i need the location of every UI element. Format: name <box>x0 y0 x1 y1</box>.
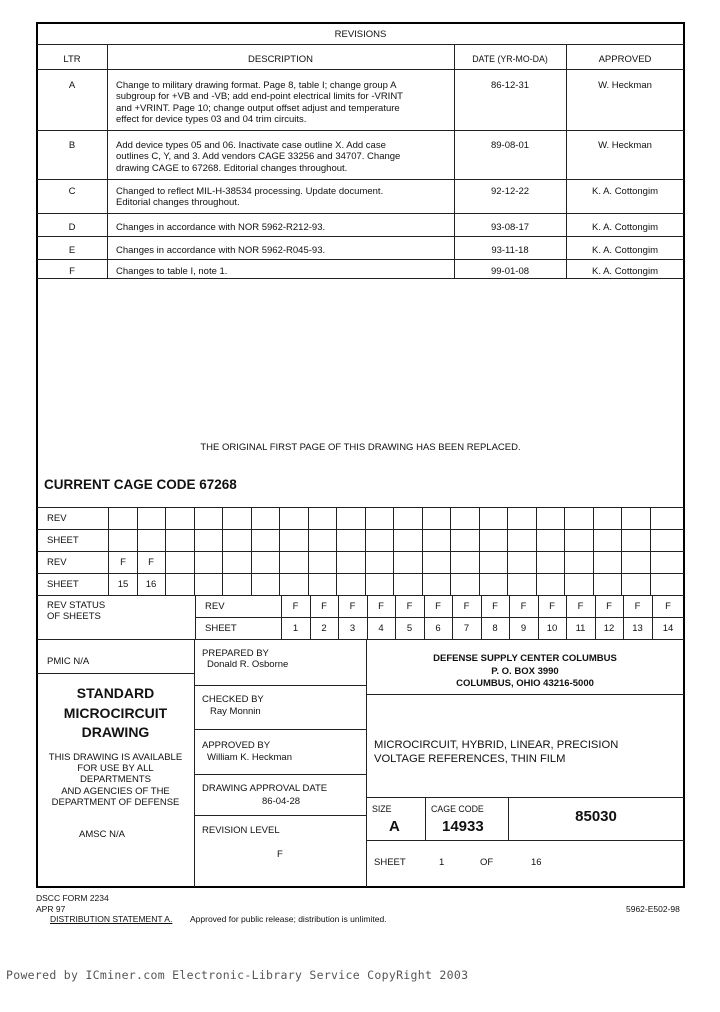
rev-row-c-date: 92-12-22 <box>490 186 530 197</box>
divider <box>108 507 109 595</box>
prepared-by-label: PREPARED BY <box>202 648 269 659</box>
rev-row-e-description: Changes in accordance with NOR 5962-R045-93. <box>116 245 326 256</box>
status-rev-label: REV <box>205 601 225 612</box>
status-sheet-cell: 14 <box>662 623 674 634</box>
rev-row-b-description: Add device types 05 and 06. Inactivate case outline X. Add case outlines C, Y, and 3. Add vendors CAGE 33256 and 34707. Change drawing CAGE to 67268. Editorial changes throughout. <box>116 140 401 174</box>
rev-row-e-approved: K. A. Cottongim <box>591 245 658 256</box>
status-rev-cell: F <box>349 601 356 612</box>
sheet-total: 16 <box>531 857 542 868</box>
rev-row-d-approved: K. A. Cottongim <box>591 222 658 233</box>
cage-code-label: CAGE CODE <box>431 804 484 814</box>
status-sheet-cell: 3 <box>349 623 356 634</box>
divider <box>194 774 366 775</box>
divider <box>336 507 337 595</box>
distribution-label: DISTRIBUTION STATEMENT A. <box>50 914 173 924</box>
approval-date-value: 86-04-28 <box>262 796 301 807</box>
replaced-notice: THE ORIGINAL FIRST PAGE OF THIS DRAWING HAS BEEN REPLACED. <box>200 442 521 453</box>
divider <box>279 507 280 595</box>
status-sheet-cell: 5 <box>406 623 413 634</box>
status-sheet-cell: 13 <box>632 623 643 634</box>
divider <box>593 507 594 595</box>
rev-row-a-ltr: A <box>68 80 76 91</box>
status-rev-cell: F <box>665 601 671 612</box>
pmic: PMIC N/A <box>47 656 90 667</box>
upper-rev-15: F <box>120 557 126 568</box>
divider <box>479 507 480 595</box>
divider <box>366 840 684 841</box>
rev-row-e-ltr: E <box>68 245 76 256</box>
divider <box>137 507 138 595</box>
rev-row-c-approved: K. A. Cottongim <box>591 186 658 197</box>
amsc: AMSC N/A <box>79 829 125 840</box>
divider <box>37 639 684 640</box>
approved-by-label: APPROVED BY <box>202 740 271 751</box>
upper-sheet-16: 16 <box>145 579 157 590</box>
size-label: SIZE <box>372 804 392 814</box>
status-sheet-cell: 1 <box>292 623 299 634</box>
status-rev-cell: F <box>520 601 527 612</box>
status-rev-cell: F <box>435 601 441 612</box>
status-sheet-cell: 8 <box>492 623 498 634</box>
status-rev-cell: F <box>606 601 612 612</box>
divider <box>308 507 309 595</box>
status-sheet-cell: 7 <box>463 623 470 634</box>
rev-row-c-ltr: C <box>68 186 76 197</box>
document-number: 85030 <box>575 808 617 825</box>
sheet-number: 1 <box>439 857 445 868</box>
rev-row-f-approved: K. A. Cottongim <box>591 266 658 277</box>
divider <box>194 507 195 595</box>
upper-sheet-label-2: SHEET <box>47 579 79 590</box>
status-sheet-cell: 11 <box>575 623 586 634</box>
status-rev-cell: F <box>634 601 641 612</box>
divider <box>37 673 194 674</box>
rev-row-a-date: 86-12-31 <box>490 80 530 91</box>
divider <box>564 507 565 595</box>
header-description: DESCRIPTION <box>248 54 313 65</box>
divider <box>251 507 252 595</box>
checked-by-name: Ray Monnin <box>210 706 261 717</box>
divider <box>195 617 684 618</box>
size-value: A <box>389 818 400 835</box>
divider <box>37 595 684 596</box>
status-sheet-cell: 2 <box>321 623 327 634</box>
status-rev-cell: F <box>492 601 498 612</box>
status-sheet-cell: 12 <box>603 623 615 634</box>
rev-row-b-ltr: B <box>68 140 76 151</box>
revision-level-label: REVISION LEVEL <box>202 825 280 836</box>
status-sheet-cell: 6 <box>435 623 441 634</box>
divider <box>37 529 684 530</box>
prepared-by-name: Donald R. Osborne <box>207 659 289 670</box>
status-rev-cell: F <box>549 601 555 612</box>
divider <box>507 507 508 595</box>
divider <box>37 259 684 260</box>
header-approved: APPROVED <box>598 54 652 65</box>
status-sheet-label: SHEET <box>205 623 237 634</box>
document-id: 5962-E502-98 <box>626 904 680 914</box>
rev-row-b-approved: W. Heckman <box>598 140 652 151</box>
revision-level-value: F <box>277 849 283 860</box>
divider <box>365 507 366 595</box>
divider <box>37 507 684 508</box>
availability-statement: THIS DRAWING IS AVAILABLE FOR USE BY ALL DEPARTMENTS AND AGENCIES OF THE DEPARTMENT OF DEFENSE <box>48 752 183 808</box>
divider <box>194 639 195 887</box>
divider <box>366 797 684 798</box>
divider <box>425 797 426 840</box>
approved-by-name: William K. Heckman <box>207 752 292 763</box>
agency-address: DEFENSE SUPPLY CENTER COLUMBUS P. O. BOX 3990 COLUMBUS, OHIO 43216-5000 <box>433 653 617 689</box>
divider <box>450 507 451 595</box>
upper-rev-16: F <box>148 557 154 568</box>
checked-by-label: CHECKED BY <box>202 694 264 705</box>
cage-code-value: 14933 <box>442 818 484 835</box>
status-sheet-cell: 4 <box>378 623 384 634</box>
divider <box>222 507 223 595</box>
divider <box>107 44 108 278</box>
status-rev-cell: F <box>577 601 584 612</box>
part-title: MICROCIRCUIT, HYBRID, LINEAR, PRECISION VOLTAGE REFERENCES, THIN FILM <box>374 739 619 765</box>
rev-row-f-ltr: F <box>69 266 75 277</box>
sheet-label: SHEET <box>374 857 406 868</box>
status-rev-cell: F <box>463 601 470 612</box>
divider <box>37 551 684 552</box>
upper-sheet-label-1: SHEET <box>47 535 79 546</box>
status-rev-cell: F <box>406 601 413 612</box>
rev-row-f-date: 99-01-08 <box>490 266 530 277</box>
approval-date-label: DRAWING APPROVAL DATE <box>202 783 328 794</box>
status-sheet-cell: 9 <box>520 623 527 634</box>
divider <box>37 179 684 180</box>
revisions-title: REVISIONS <box>334 29 387 40</box>
status-sheet-cell: 10 <box>546 623 558 634</box>
divider <box>165 507 166 595</box>
divider <box>536 507 537 595</box>
divider <box>37 278 684 279</box>
divider <box>194 815 366 816</box>
header-date: DATE (YR-MO-DA) <box>472 54 548 64</box>
divider <box>393 507 394 595</box>
divider <box>195 595 196 639</box>
divider <box>37 573 684 574</box>
status-rev-cell: F <box>292 601 299 612</box>
watermark: Powered by ICminer.com Electronic-Library Service CopyRight 2003 <box>6 968 469 982</box>
rev-row-c-description: Changed to reflect MIL-H-38534 processing. Update document. Editorial changes throughout. <box>116 186 384 209</box>
divider <box>37 236 684 237</box>
divider <box>37 130 684 131</box>
rev-status-label: REV STATUS OF SHEETS <box>47 600 106 623</box>
divider <box>37 213 684 214</box>
divider <box>366 694 684 695</box>
standard-drawing-title: STANDARD MICROCIRCUIT DRAWING <box>63 685 168 740</box>
status-rev-cell: F <box>321 601 327 612</box>
header-ltr: LTR <box>63 54 81 65</box>
sheet-of: OF <box>480 857 494 868</box>
status-rev-cell: F <box>378 601 384 612</box>
rev-row-a-description: Change to military drawing format. Page 8, table I; change group A subgroup for +VB and -VB; add end-point electrical limits for -VRINT and +VRINT. Page 10; change output offset adjust and temperature effect for device types 03 and 04 trim circuits. <box>116 80 403 125</box>
rev-row-d-date: 93-08-17 <box>490 222 530 233</box>
upper-rev-label-2: REV <box>47 557 67 568</box>
divider <box>650 507 651 595</box>
rev-row-a-approved: W. Heckman <box>598 80 652 91</box>
rev-row-b-date: 89-08-01 <box>490 140 530 151</box>
divider <box>194 729 366 730</box>
divider <box>621 507 622 595</box>
rev-row-d-ltr: D <box>68 222 76 233</box>
form-number: DSCC FORM 2234 APR 97 <box>36 893 109 914</box>
divider <box>37 69 684 70</box>
divider <box>422 507 423 595</box>
upper-rev-label-1: REV <box>47 513 67 524</box>
upper-sheet-15: 15 <box>117 579 129 590</box>
distribution-text: Approved for public release; distribution is unlimited. <box>190 914 387 924</box>
rev-row-f-description: Changes to table I, note 1. <box>116 266 228 277</box>
divider <box>194 685 366 686</box>
current-cage-code: CURRENT CAGE CODE 67268 <box>44 477 237 492</box>
rev-row-e-date: 93-11-18 <box>491 245 529 256</box>
divider <box>37 44 684 45</box>
rev-row-d-description: Changes in accordance with NOR 5962-R212-93. <box>116 222 326 233</box>
